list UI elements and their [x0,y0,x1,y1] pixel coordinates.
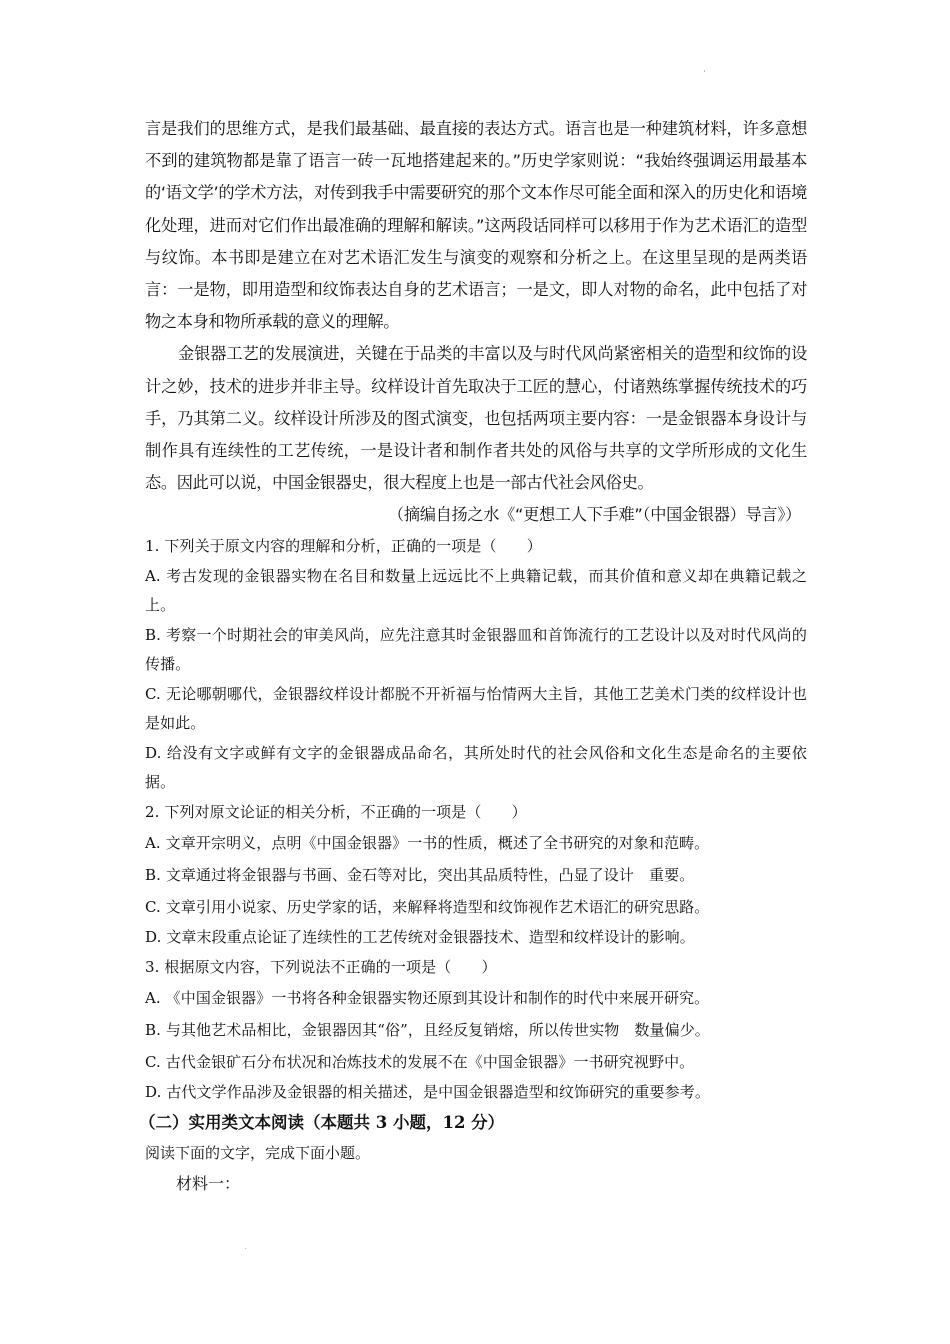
question-1-option-c: C. 无论哪朝哪代，金银器纹样设计都脱不开祈福与怡情两大主旨，其他工艺美术门类的纹样设计也是如此。 [145,684,807,733]
question-3-stem: 3. 根据原文内容，下列说法不正确的一项是（ ） [145,957,497,976]
question-2-option-d: D. 文章末段重点论证了连续性的工艺传统对金银器技术、造型和纹样设计的影响。 [145,928,695,947]
question-3-option-c: C. 古代金银矿石分布状况和冶炼技术的发展不在《中国金银器》一书研究视野中。 [145,1053,695,1072]
question-2-option-c: C. 文章引用小说家、历史学家的话，来解释将造型和纹饰视作艺术语汇的研究思路。 [145,898,710,917]
question-1-option-a: A. 考古发现的金银器实物在名目和数量上远远比不上典籍记载，而其价值和意义却在典籍记载之上。 [145,566,807,615]
scan-speck-top [704,70,705,72]
section-two-instruction: 阅读下面的文字，完成下面小题。 [145,1143,371,1162]
material-one-label: 材料一： [176,1173,241,1193]
question-2-stem: 2. 下列对原文论证的相关分析，不正确的一项是（ ） [145,802,527,821]
question-2-option-a: A. 文章开宗明义，点明《中国金银器》一书的性质，概述了全书研究的对象和范畴。 [145,834,710,853]
passage-paragraph-1: 言是我们的思维方式，是我们最基础、最直接的表达方式。语言也是一种建筑材料，许多意想不到的建筑物都是靠了语言一砖一瓦地搭建起来的。”历史学家则说：“我始终强调运用最基本的‘语文学’的学术方法，对传到我手中需要研究的那个文本作尽可能全面和深入的历史化和语境化处理，进而对它们作出最准确的理解和解读。”这两段话同样可以移用于作为艺术语汇的造型与纹饰。本书即是建立在对艺术语汇发生与演变的观察和分析之上。在这里呈现的是两类语言：一是物，即用造型和纹饰表达自身的艺术语言；一是文，即人对物的命名，此中包括了对物之本身和物所承载的意义的理解。 [145,119,807,332]
question-3 [145,953,807,1108]
question-1 [145,532,807,798]
question-1-option-d: D. 给没有文字或鲜有文字的金银器成品命名，其所处时代的社会风俗和文化生态是命名的主要依据。 [145,743,807,792]
question-3-option-a: A. 《中国金银器》一书将各种金银器实物还原到其设计和制作的时代中来展开研究。 [145,989,710,1008]
question-3-option-b: B. 与其他艺术品相比，金银器因其“俗”，且经反复销熔，所以传世实物 数量偏少。 [145,1021,710,1040]
document-body [139,113,807,1200]
passage-paragraph-2: 金银器工艺的发展演进，关键在于品类的丰富以及与时代风尚紧密相关的造型和纹饰的设计之妙，技术的进步并非主导。纹样设计首先取决于工匠的慧心，付诸熟练掌握传统技术的巧手，乃其第二义。纹样设计所涉及的图式演变，也包括两项主要内容：一是金银器本身设计与制作具有连续性的工艺传统，一是设计者和制作者共处的风俗与共享的文学所形成的文化生态。因此可以说，中国金银器史，很大程度上也是一部古代社会风俗史。 [145,344,807,493]
question-1-option-b: B. 考察一个时期社会的审美风尚，应先注意其时金银器皿和首饰流行的工艺设计以及对时代风尚的传播。 [145,625,807,674]
question-2-option-b: B. 文章通过将金银器与书画、金石等对比，突出其品质特性，凸显了设计 重要。 [145,866,695,885]
question-1-stem: 1. 下列关于原文内容的理解和分析，正确的一项是（ ） [145,537,542,556]
section-two-heading: （二）实用类文本阅读（本题共 3 小题，12 分） [139,1112,505,1132]
question-3-option-d: D. 古代文学作品涉及金银器的相关描述，是中国金银器造型和纹饰研究的重要参考。 [145,1083,710,1102]
passage-source: （摘编自扬之水《“更想工人下手难”（中国金银器）导言》） [387,505,801,525]
scan-speck-bottom [245,1248,246,1249]
question-2 [145,798,807,953]
